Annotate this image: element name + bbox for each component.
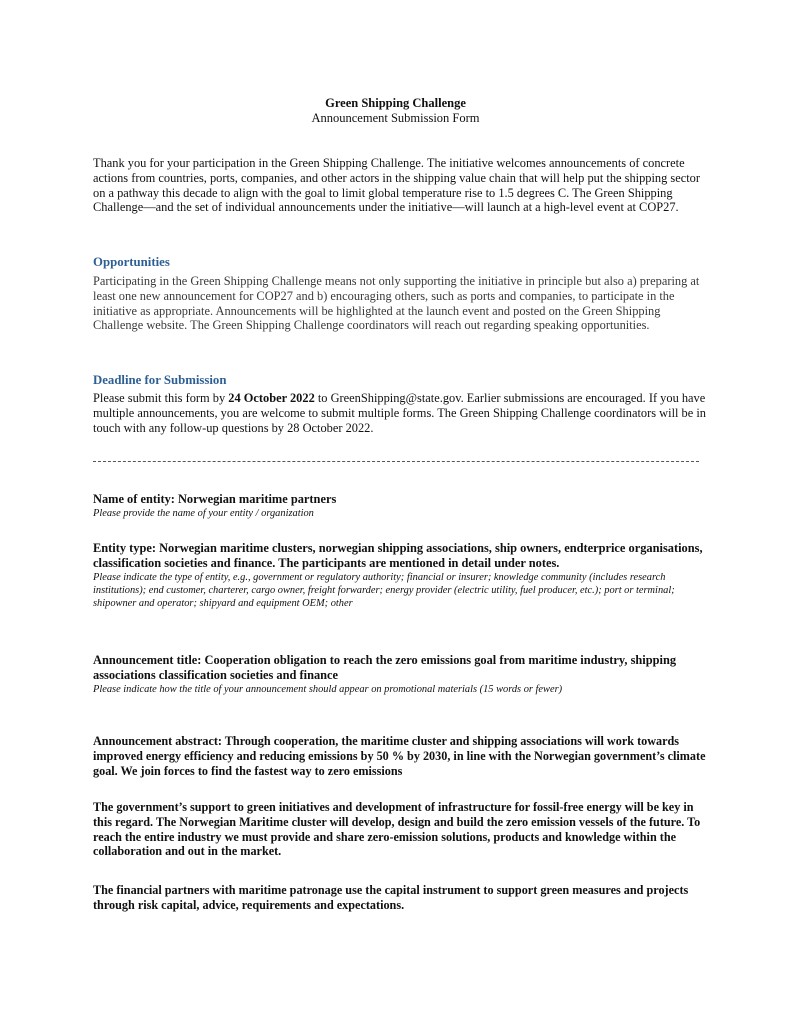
opportunities-section [93,255,708,333]
opportunities-text: Participating in the Green Shipping Challenge means not only supporting the initiative in principle but also a) preparing at least one new announcement for COP27 and b) encouraging others, such as ports and companies, to participate in the initiative as appropriate. Announcements will be highlighted at the launch event and posted on the Green Shipping Challenge website. The Green Shipping Challenge coordinators will reach out regarding speaking opportunities. [93,274,700,333]
announcement-title-hint: Please indicate how the title of your announcement should appear on promotional materials (15 words or fewer) [93,683,563,695]
intro-paragraph: Thank you for your participation in the Green Shipping Challenge. The initiative welcomes announcements of concrete actions from countries, ports, companies, and other actors in the shipping value chain that will help put the shipping sector on a pathway this decade to align with the goal to limit global temperature rise to 1.5 degrees C. The Green Shipping Challenge—and the set of individual announcements under the initiative—will launch at a high-level event at COP27. [93,156,701,215]
opportunities-heading: Opportunities [93,255,170,269]
section-divider [93,461,699,462]
form-title: Green Shipping Challenge [325,96,466,110]
entity-name-field [93,492,708,520]
announcement-title-field [93,653,708,696]
deadline-heading: Deadline for Submission [93,373,227,387]
form-subtitle: Announcement Submission Form [311,111,480,125]
entity-type-label: Entity type: Norwegian maritime clusters, norwegian shipping associations, ship owners, endterprice organisations, classification societies and finance. The participants are mentioned in detail under notes. [93,541,703,570]
abstract-paragraph-1: Announcement abstract: Through cooperation, the maritime cluster and shipping associations will work towards improved energy efficiency and reducing emissions by 50 % by 2030, in line with the Norwegian government’s climate goal. We join forces to find the fastest way to zero emissions [93,734,706,778]
form-header [0,96,791,126]
entity-type-hint: Please indicate the type of entity, e.g., government or regulatory authority; financial or insurer; knowledge community (includes research institutions); end customer, charterer, cargo owner, freight forwarder; energy provider (electric utility, fuel producer, etc.); port or terminal; shipowner and operator; shipyard and equipment OEM; other [93,571,675,610]
abstract-paragraph-2: The government’s support to green initiatives and development of infrastructure for fossil-free energy will be key in this regard. The Norwegian Maritime cluster will develop, design and build the zero emission vessels of the future. To reach the entire industry we must provide and share zero-emission solutions, products and knowledge within the collaboration and out in the market. [93,800,701,859]
deadline-text [93,391,708,435]
abstract-paragraph-3: The financial partners with maritime patronage use the capital instrument to support green measures and projects through risk capital, advice, requirements and expectations. [93,883,689,912]
deadline-text-before: Please submit this form by [93,391,229,405]
announcement-title-label: Announcement title: Cooperation obligation to reach the zero emissions goal from maritime industry, shipping associations classification societies and finance [93,653,677,682]
deadline-text-after: to GreenShipping@state.gov. Earlier submissions are encouraged. If you have multiple announcements, you are welcome to submit multiple forms. The Green Shipping Challenge coordinators will be in touch with any follow-up questions by 28 October 2022. [93,391,706,435]
entity-name-label: Name of entity: Norwegian maritime partners [93,492,337,506]
deadline-date: 24 October 2022 [228,391,315,405]
entity-type-field [93,541,708,610]
deadline-section [93,373,708,435]
entity-name-hint: Please provide the name of your entity / organization [93,507,314,519]
